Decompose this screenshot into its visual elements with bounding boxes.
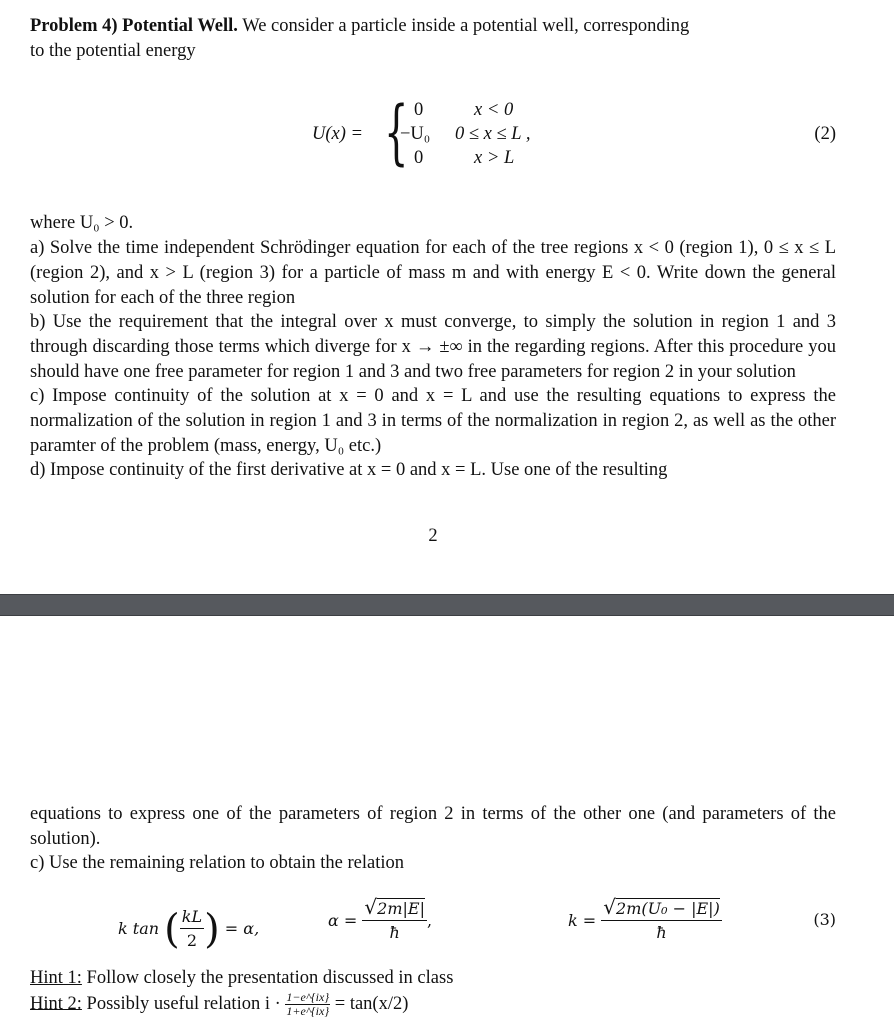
page-top <box>30 14 836 546</box>
hint-1-label: Hint 1: <box>30 968 82 988</box>
row-1-condition: x < 0 <box>474 100 514 120</box>
alpha-num: 2m|E| <box>377 899 425 918</box>
equation-2-lhs: U(x) = <box>312 124 364 144</box>
hint-2-fraction <box>285 991 330 1018</box>
part-c: c) Impose continuity of the solution at x = 0 and x = L and use the resulting equations to express the normalization of the solution in region 1 and 3 in terms of the normalization in region 2, as well as the other paramter of the problem (mass, energy, U₀ etc.) <box>30 386 836 456</box>
intro-line-2: to the potential energy <box>30 40 196 61</box>
part-c2: c) Use the remaining relation to obtain the relation <box>30 853 404 874</box>
left-paren: ( <box>164 906 180 953</box>
alpha-fraction <box>362 896 427 945</box>
k-fraction <box>601 896 722 945</box>
problem-heading: Problem 4) Potential Well. <box>30 16 238 36</box>
hint-1-text: Follow closely the presentation discussed in class <box>81 968 454 988</box>
row-2-condition: 0 ≤ x ≤ L , <box>455 124 531 144</box>
alpha-comma: , <box>426 911 433 930</box>
equation-3-number: (3) <box>813 910 836 929</box>
part-a: a) Solve the time independent Schrödinger equation for each of the tree regions x < 0 (region 1), 0 ≤ x ≤ L (region 2), and x > L (region 3) for a particle of mass m and with energy E < 0. Write down the general solution for each of the three region <box>30 238 836 308</box>
equation-3 <box>30 892 836 958</box>
fraction-kl-num: kL <box>180 906 204 929</box>
intro-line-1: We consider a particle inside a potential well, corresponding <box>237 16 690 36</box>
row-1-value: 0 <box>414 100 424 120</box>
hint-2-text: Possibly useful relation i · <box>81 993 286 1014</box>
row-3-value: 0 <box>414 148 424 168</box>
eq3-k <box>568 896 722 945</box>
eq3-alpha-lhs: α = <box>328 911 358 930</box>
eq3-k-tan: k tan <box>118 919 160 938</box>
eq3-equals-alpha: = α, <box>224 919 260 938</box>
part-d: d) Impose continuity of the first derivative at x = 0 and x = L. Use one of the resulting <box>30 460 668 481</box>
k-den: ħ <box>656 923 667 942</box>
hint-1 <box>30 966 836 991</box>
hint-2-tail: = tan(x/2) <box>330 993 409 1014</box>
sqrt-icon: √ <box>364 895 378 919</box>
page-bottom <box>30 802 836 876</box>
hints <box>30 966 836 1018</box>
equation-2 <box>30 91 836 173</box>
hint-2 <box>30 991 836 1018</box>
hint-2-frac-num: 1−e^{ix} <box>286 989 330 1004</box>
sqrt-icon: √ <box>603 895 617 919</box>
eq3-k-lhs: k = <box>568 911 597 930</box>
k-num-wrap <box>601 896 722 921</box>
row-3-condition: x > L <box>474 148 515 168</box>
hint-2-label: Hint 2: <box>30 993 82 1014</box>
equation-2-number: (2) <box>814 124 836 144</box>
page-separator <box>0 594 894 616</box>
right-paren: ) <box>204 906 220 953</box>
eq3-first <box>118 906 259 953</box>
part-b: b) Use the requirement that the integral over x must converge, to simply the solution in region 1 and 3 through discarding those terms which diverge for x → ±∞ in the regarding regions. After this procedure you should have one free parameter for region 1 and 3 and two free parameters for region 2 in your solution <box>30 312 836 382</box>
alpha-num-wrap <box>362 896 427 921</box>
fraction-kl-over-2 <box>180 906 204 953</box>
problem-intro <box>30 14 836 63</box>
hint-2-frac-den: 1+e^{ix} <box>286 1003 330 1018</box>
page-number: 2 <box>428 526 438 546</box>
continuation-text: equations to express one of the parameters of region 2 in terms of the other one (and parameters of the solution). <box>30 804 836 849</box>
alpha-den: ħ <box>389 923 400 942</box>
fraction-kl-den: 2 <box>186 931 198 950</box>
where-line: where U₀ > 0. <box>30 213 134 234</box>
k-num: 2m(U₀ − |E|) <box>616 899 720 918</box>
eq3-alpha <box>328 896 432 945</box>
row-2-value: −U₀ <box>400 124 431 144</box>
left-brace: { <box>384 91 409 173</box>
